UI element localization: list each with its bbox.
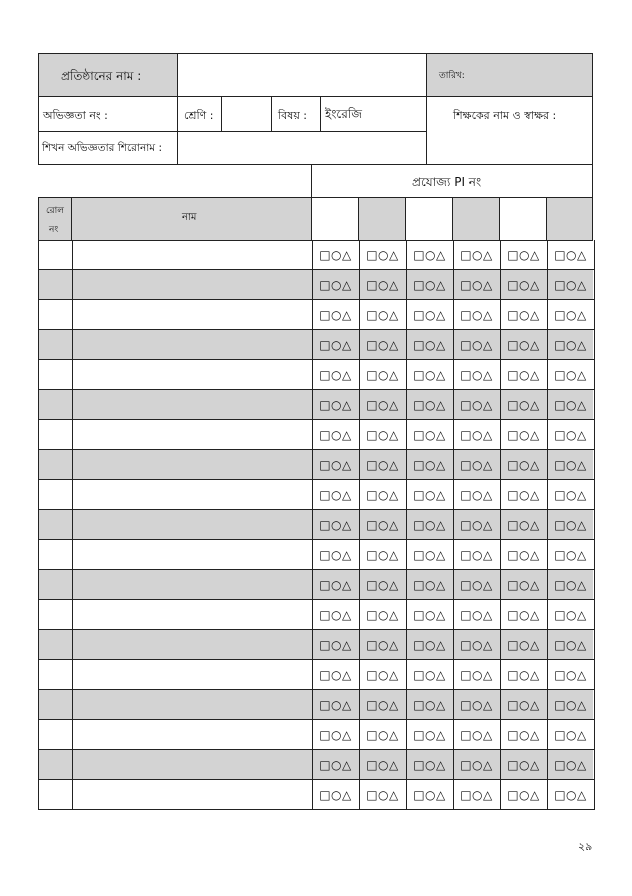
pi-rating-cell[interactable]: □○△ (406, 660, 454, 690)
pi-rating-cell[interactable]: □○△ (359, 420, 407, 450)
pi-rating-cell[interactable]: □○△ (406, 600, 454, 630)
table-row (38, 540, 593, 570)
table-row (38, 630, 593, 660)
pi-rating-cell[interactable]: □○△ (547, 300, 595, 330)
table-row (38, 570, 593, 600)
pi-column-header-5[interactable] (499, 197, 547, 241)
pi-rating-cell[interactable]: □○△ (453, 570, 501, 600)
name-cell[interactable] (72, 300, 313, 330)
name-cell[interactable] (72, 450, 313, 480)
pi-rating-cell[interactable]: □○△ (500, 780, 548, 810)
name-cell[interactable] (72, 690, 313, 720)
pi-rating-cell[interactable]: □○△ (406, 360, 454, 390)
pi-rating-cell[interactable]: □○△ (312, 660, 360, 690)
pi-rating-cell[interactable]: □○△ (453, 510, 501, 540)
pi-rating-cell[interactable]: □○△ (453, 660, 501, 690)
roll-cell[interactable] (39, 330, 73, 360)
pi-rating-cell[interactable]: □○△ (453, 540, 501, 570)
name-cell[interactable] (72, 630, 313, 660)
roll-cell[interactable] (39, 240, 73, 270)
pi-rating-cell[interactable]: □○△ (406, 780, 454, 810)
pi-rating-cell[interactable]: □○△ (359, 480, 407, 510)
pi-rating-cell[interactable]: □○△ (453, 240, 501, 270)
table-row (38, 390, 593, 420)
pi-rating-cell[interactable]: □○△ (500, 450, 548, 480)
pi-rating-cell[interactable]: □○△ (406, 630, 454, 660)
pi-rating-cell[interactable]: □○△ (453, 330, 501, 360)
pi-column-header-1[interactable] (311, 197, 359, 241)
pi-rating-cell[interactable]: □○△ (453, 390, 501, 420)
subject-label-cell (271, 96, 321, 132)
pi-rating-cell[interactable]: □○△ (359, 390, 407, 420)
pi-rating-cell[interactable]: □○△ (406, 690, 454, 720)
name-header-cell (71, 197, 312, 241)
pi-rating-cell[interactable]: □○△ (312, 600, 360, 630)
table-row (38, 750, 593, 780)
pi-rating-cell[interactable]: □○△ (500, 660, 548, 690)
pi-rating-cell[interactable]: □○△ (359, 510, 407, 540)
subject-value-cell (320, 96, 427, 132)
roll-cell[interactable] (39, 420, 73, 450)
pi-rating-cell[interactable]: □○△ (406, 540, 454, 570)
name-cell[interactable] (72, 570, 313, 600)
pi-rating-cell[interactable]: □○△ (500, 390, 548, 420)
pi-rating-cell[interactable]: □○△ (500, 240, 548, 270)
pi-rating-cell[interactable]: □○△ (453, 630, 501, 660)
pi-rating-cell[interactable]: □○△ (312, 510, 360, 540)
roll-cell[interactable] (39, 630, 73, 660)
pi-rating-cell[interactable]: □○△ (547, 600, 595, 630)
pi-rating-cell[interactable]: □○△ (453, 360, 501, 390)
pi-header-cell (311, 165, 593, 198)
pi-rating-cell[interactable]: □○△ (500, 510, 548, 540)
name-cell[interactable] (72, 390, 313, 420)
pi-rating-cell[interactable]: □○△ (500, 750, 548, 780)
pi-rating-cell[interactable]: □○△ (453, 300, 501, 330)
table-row (38, 660, 593, 690)
pi-column-header-6[interactable] (546, 197, 593, 241)
subject-label: বিষয় : (278, 109, 308, 122)
pi-rating-cell[interactable]: □○△ (500, 540, 548, 570)
pi-rating-cell[interactable]: □○△ (453, 720, 501, 750)
pi-rating-cell[interactable]: □○△ (547, 780, 595, 810)
pi-rating-cell[interactable]: □○△ (547, 750, 595, 780)
pi-rating-cell[interactable]: □○△ (312, 270, 360, 300)
pi-rating-cell[interactable]: □○△ (547, 330, 595, 360)
experience-no-label: অভিজ্ঞতা নং : (43, 109, 108, 122)
pi-rating-cell[interactable]: □○△ (312, 780, 360, 810)
subject-value: ইংরেজি (325, 107, 362, 121)
roll-cell[interactable] (39, 720, 73, 750)
roll-cell[interactable] (39, 780, 73, 810)
table-row (38, 720, 593, 750)
name-cell[interactable] (72, 240, 313, 270)
pi-rating-cell[interactable]: □○△ (453, 780, 501, 810)
pi-rating-cell[interactable]: □○△ (312, 390, 360, 420)
pi-rating-cell[interactable]: □○△ (453, 600, 501, 630)
roll-cell[interactable] (39, 480, 73, 510)
roll-cell[interactable] (39, 270, 73, 300)
pi-rating-cell[interactable]: □○△ (453, 480, 501, 510)
pi-rating-cell[interactable]: □○△ (312, 690, 360, 720)
pi-column-header-2[interactable] (358, 197, 406, 241)
experience-no-cell (38, 96, 178, 132)
institution-label-cell (38, 53, 178, 97)
pi-rating-cell[interactable]: □○△ (312, 570, 360, 600)
pi-rating-cell[interactable]: □○△ (359, 300, 407, 330)
pi-column-header-4[interactable] (452, 197, 500, 241)
table-row (38, 480, 593, 510)
name-cell[interactable] (72, 360, 313, 390)
pi-rating-cell[interactable]: □○△ (453, 750, 501, 780)
name-cell[interactable] (72, 510, 313, 540)
roll-cell[interactable] (39, 510, 73, 540)
pi-rating-cell[interactable]: □○△ (406, 750, 454, 780)
teacher-label: শিক্ষকের নাম ও স্বাক্ষর : (453, 109, 557, 122)
pi-rating-cell[interactable]: □○△ (406, 390, 454, 420)
roll-cell[interactable] (39, 300, 73, 330)
pi-rating-cell[interactable]: □○△ (312, 540, 360, 570)
roll-cell[interactable] (39, 690, 73, 720)
name-cell[interactable] (72, 540, 313, 570)
page-number: ২৯ (578, 840, 593, 853)
pi-rating-cell[interactable]: □○△ (547, 720, 595, 750)
pi-rating-cell[interactable]: □○△ (359, 600, 407, 630)
pi-rating-cell[interactable]: □○△ (547, 270, 595, 300)
name-header: নাম (182, 212, 197, 223)
pi-rating-cell[interactable]: □○△ (312, 300, 360, 330)
roll-cell[interactable] (39, 450, 73, 480)
pi-rating-cell[interactable]: □○△ (500, 480, 548, 510)
name-cell[interactable] (72, 660, 313, 690)
pi-rating-cell[interactable]: □○△ (547, 690, 595, 720)
pi-rating-cell[interactable]: □○△ (547, 390, 595, 420)
pi-rating-cell[interactable]: □○△ (312, 630, 360, 660)
roll-header-line2: নং (49, 225, 59, 235)
pi-rating-cell[interactable]: □○△ (500, 300, 548, 330)
name-cell[interactable] (72, 600, 313, 630)
pi-rating-cell[interactable]: □○△ (547, 450, 595, 480)
pi-rating-cell[interactable]: □○△ (406, 240, 454, 270)
pi-rating-cell[interactable]: □○△ (453, 450, 501, 480)
pi-rating-cell[interactable]: □○△ (500, 690, 548, 720)
pi-rating-cell[interactable]: □○△ (547, 360, 595, 390)
class-field[interactable] (221, 96, 272, 132)
pi-rating-cell[interactable]: □○△ (406, 420, 454, 450)
table-row (38, 270, 593, 300)
roll-cell[interactable] (39, 660, 73, 690)
pi-rating-cell[interactable]: □○△ (406, 450, 454, 480)
pi-rating-cell[interactable]: □○△ (359, 690, 407, 720)
table-row (38, 330, 593, 360)
table-row (38, 450, 593, 480)
pi-rating-cell[interactable]: □○△ (359, 660, 407, 690)
name-cell[interactable] (72, 420, 313, 450)
pi-rating-cell[interactable]: □○△ (359, 540, 407, 570)
table-row (38, 240, 593, 270)
pi-rating-cell[interactable]: □○△ (312, 330, 360, 360)
roll-cell[interactable] (39, 540, 73, 570)
experience-title-label: শিখন অভিজ্ঞতার শিরোনাম : (42, 142, 162, 154)
pi-rating-cell[interactable]: □○△ (500, 570, 548, 600)
pi-rating-cell[interactable]: □○△ (500, 630, 548, 660)
pi-rating-cell[interactable]: □○△ (547, 240, 595, 270)
pi-rating-cell[interactable]: □○△ (547, 510, 595, 540)
name-cell[interactable] (72, 270, 313, 300)
pi-rating-cell[interactable]: □○△ (312, 480, 360, 510)
pi-rating-cell[interactable]: □○△ (500, 600, 548, 630)
pi-rating-cell[interactable]: □○△ (500, 420, 548, 450)
pi-rating-cell[interactable]: □○△ (500, 270, 548, 300)
pi-rating-cell[interactable]: □○△ (547, 570, 595, 600)
table-row (38, 300, 593, 330)
pi-rating-cell[interactable]: □○△ (453, 420, 501, 450)
pi-rating-cell[interactable]: □○△ (359, 270, 407, 300)
pi-column-header-3[interactable] (405, 197, 453, 241)
date-label: তারিখ: (439, 71, 465, 81)
pi-rating-cell[interactable]: □○△ (359, 240, 407, 270)
pi-rating-cell[interactable]: □○△ (359, 750, 407, 780)
pi-rating-cell[interactable]: □○△ (406, 570, 454, 600)
pi-rating-cell[interactable]: □○△ (406, 270, 454, 300)
experience-title-field[interactable] (177, 131, 427, 165)
pi-rating-cell[interactable]: □○△ (359, 360, 407, 390)
pi-rating-cell[interactable]: □○△ (547, 660, 595, 690)
pi-header: প্রযোজ্য PI নং (412, 175, 482, 189)
roll-cell[interactable] (39, 750, 73, 780)
table-row (38, 420, 593, 450)
institution-field[interactable] (177, 53, 427, 97)
pi-rating-cell[interactable]: □○△ (406, 720, 454, 750)
name-cell[interactable] (72, 330, 313, 360)
pi-rating-cell[interactable]: □○△ (359, 330, 407, 360)
table-row (38, 360, 593, 390)
pi-rating-cell[interactable]: □○△ (359, 630, 407, 660)
pi-rating-cell[interactable]: □○△ (406, 300, 454, 330)
table-row (38, 780, 593, 810)
pi-rating-cell[interactable]: □○△ (453, 270, 501, 300)
pi-rating-cell[interactable]: □○△ (547, 630, 595, 660)
name-cell[interactable] (72, 750, 313, 780)
class-label: শ্রেণি : (184, 109, 214, 122)
pi-rating-cell[interactable]: □○△ (312, 420, 360, 450)
pi-rating-cell[interactable]: □○△ (406, 510, 454, 540)
institution-label: প্রতিষ্ঠানের নাম : (61, 69, 142, 83)
pi-rating-cell[interactable]: □○△ (359, 780, 407, 810)
table-row (38, 510, 593, 540)
pi-rating-cell[interactable]: □○△ (500, 360, 548, 390)
roll-cell[interactable] (39, 570, 73, 600)
pi-rating-cell[interactable]: □○△ (312, 750, 360, 780)
table-row (38, 690, 593, 720)
date-cell (426, 53, 593, 97)
pi-rating-cell[interactable]: □○△ (406, 330, 454, 360)
pi-rating-cell[interactable]: □○△ (312, 240, 360, 270)
pi-rating-cell[interactable]: □○△ (359, 720, 407, 750)
pi-rating-cell[interactable]: □○△ (547, 420, 595, 450)
teacher-cell (426, 96, 593, 165)
roll-header-line1: রোল (46, 206, 64, 216)
roll-cell[interactable] (39, 600, 73, 630)
pi-rating-cell[interactable]: □○△ (453, 690, 501, 720)
pi-rating-cell[interactable]: □○△ (312, 360, 360, 390)
pi-rating-cell[interactable]: □○△ (312, 720, 360, 750)
pi-rating-cell[interactable]: □○△ (359, 570, 407, 600)
roll-cell[interactable] (39, 390, 73, 420)
name-cell[interactable] (72, 480, 313, 510)
name-cell[interactable] (72, 780, 313, 810)
pi-rating-cell[interactable]: □○△ (547, 480, 595, 510)
pi-rating-cell[interactable]: □○△ (500, 330, 548, 360)
pi-rating-cell[interactable]: □○△ (406, 480, 454, 510)
experience-title-cell (38, 131, 178, 165)
pi-rating-cell[interactable]: □○△ (312, 450, 360, 480)
pi-rating-cell[interactable]: □○△ (547, 540, 595, 570)
table-row (38, 600, 593, 630)
class-label-cell (177, 96, 222, 132)
pi-rating-cell[interactable]: □○△ (500, 720, 548, 750)
name-cell[interactable] (72, 720, 313, 750)
pi-rating-cell[interactable]: □○△ (359, 450, 407, 480)
roll-cell[interactable] (39, 360, 73, 390)
roll-header-cell (38, 197, 72, 241)
